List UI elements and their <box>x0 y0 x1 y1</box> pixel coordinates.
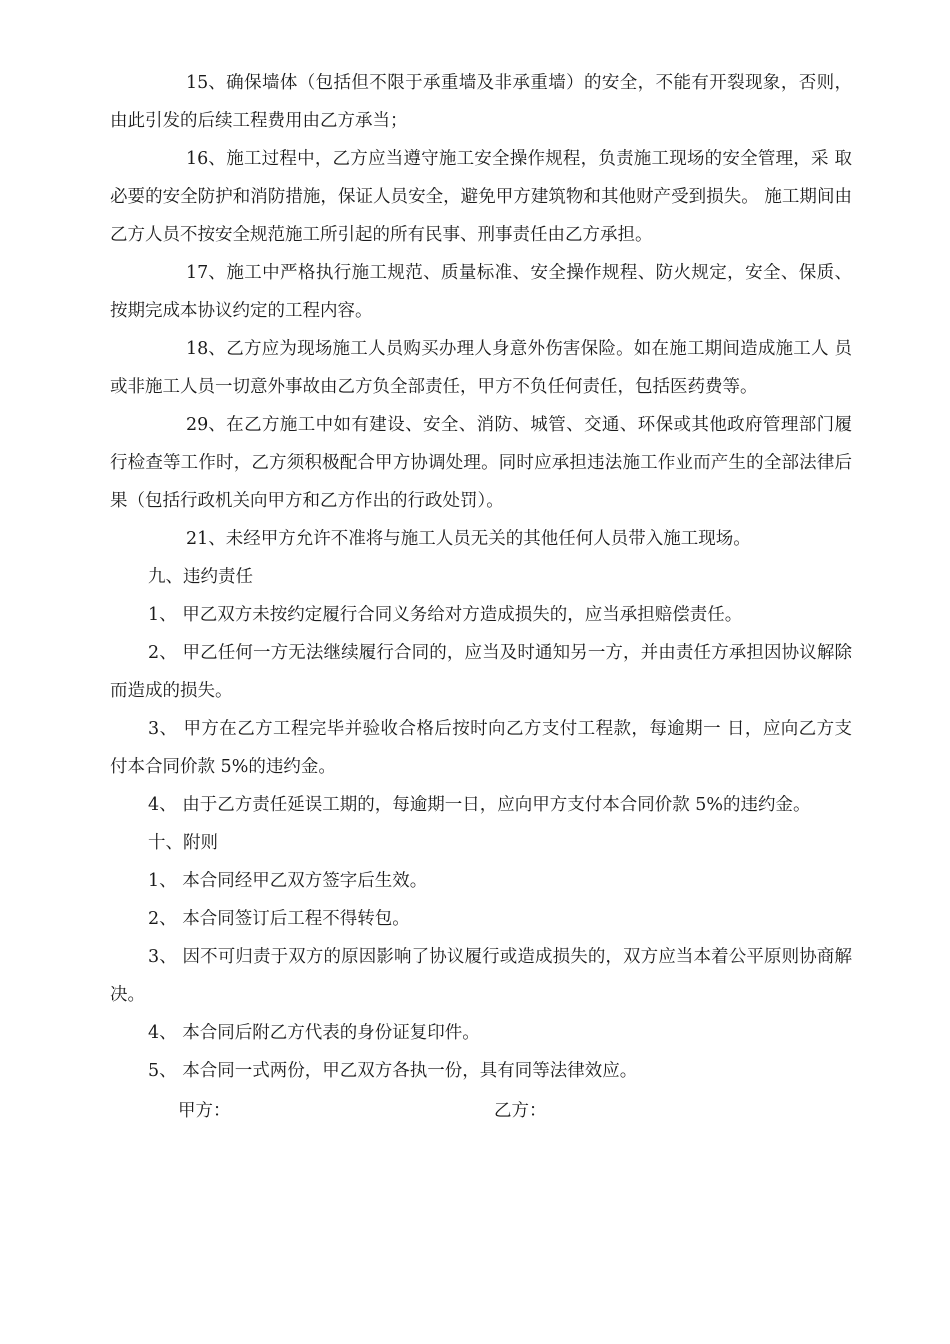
clause-text: 施工过程中，乙方应当遵守施工安全操作规程，负责施工现场的安全管理，采 取必要的安全防护和消防措施，保证人员安全，避免甲方建筑物和其他财产受到损失。 施工期间由乙方人员不按安全规范施工所引起的所有民事、刑事责任由乙方承担。 <box>110 149 852 245</box>
breach-item: 4、 由于乙方责任延误工期的，每逾期一日，应向甲方支付本合同价款 5%的违约金。 <box>148 795 811 815</box>
clause-text: 确保墙体（包括但不限于承重墙及非承重墙）的安全，不能有开裂现象，否则， 由此引发的后续工程费用由乙方承当； <box>110 73 852 131</box>
clause-number: 17、 <box>186 263 226 283</box>
clause-17 <box>110 254 852 330</box>
clause-18 <box>110 330 852 406</box>
supplementary-item: 3、 因不可归责于双方的原因影响了协议履行或造成损失的，双方应当本着公平原则协商解决。 <box>110 947 852 1005</box>
breach-item: 1、 甲乙双方未按约定履行合同义务给对方造成损失的，应当承担赔偿责任。 <box>148 605 743 625</box>
section-heading-supplementary: 十、附则 <box>148 833 218 853</box>
supplementary-item: 2、 本合同签订后工程不得转包。 <box>148 909 410 929</box>
contract-page <box>110 64 852 1130</box>
clause-number: 18、 <box>186 339 226 359</box>
breach-item: 2、 甲乙任何一方无法继续履行合同的，应当及时通知另一方，并由责任方承担因协议解除而造成的损失。 <box>110 643 852 701</box>
breach-item: 3、 甲方在乙方工程完毕并验收合格后按时向乙方支付工程款，每逾期一 日，应向乙方支付本合同价款 5%的违约金。 <box>110 719 852 777</box>
clause-number: 29、 <box>186 415 226 435</box>
section-heading-breach: 九、违约责任 <box>148 567 253 587</box>
clause-29 <box>110 406 852 520</box>
supplementary-item: 1、 本合同经甲乙双方签字后生效。 <box>148 871 428 891</box>
clause-text: 未经甲方允许不准将与施工人员无关的其他任何人员带入施工现场。 <box>225 529 751 549</box>
clause-text: 在乙方施工中如有建设、安全、消防、城管、交通、环保或其他政府管理部门履行检查等工作时，乙方须积极配合甲方协调处理。同时应承担违法施工作业而产生的全部法律后果（包括行政机关向甲方和乙方作出的行政处罚）。 <box>110 415 852 511</box>
supplementary-item: 4、 本合同后附乙方代表的身份证复印件。 <box>148 1023 480 1043</box>
clause-number: 16、 <box>186 149 226 169</box>
clause-21 <box>110 520 852 558</box>
clause-16 <box>110 140 852 254</box>
clause-text: 乙方应为现场施工人员购买办理人身意外伤害保险。如在施工期间造成施工人 员或非施工人员一切意外事故由乙方负全部责任，甲方不负任何责任，包括医药费等。 <box>110 339 852 397</box>
party-b-signature-label: 乙方： <box>494 1101 547 1121</box>
clause-number: 15、 <box>186 73 226 93</box>
clause-text: 施工中严格执行施工规范、质量标准、安全操作规程、防火规定，安全、保质、 按期完成本协议约定的工程内容。 <box>110 263 852 321</box>
signature-block <box>110 1092 852 1130</box>
supplementary-item: 5、 本合同一式两份，甲乙双方各执一份，具有同等法律效应。 <box>148 1061 638 1081</box>
clause-number: 21、 <box>186 529 226 549</box>
clause-15 <box>110 64 852 140</box>
party-a-signature-label: 甲方： <box>178 1101 231 1121</box>
